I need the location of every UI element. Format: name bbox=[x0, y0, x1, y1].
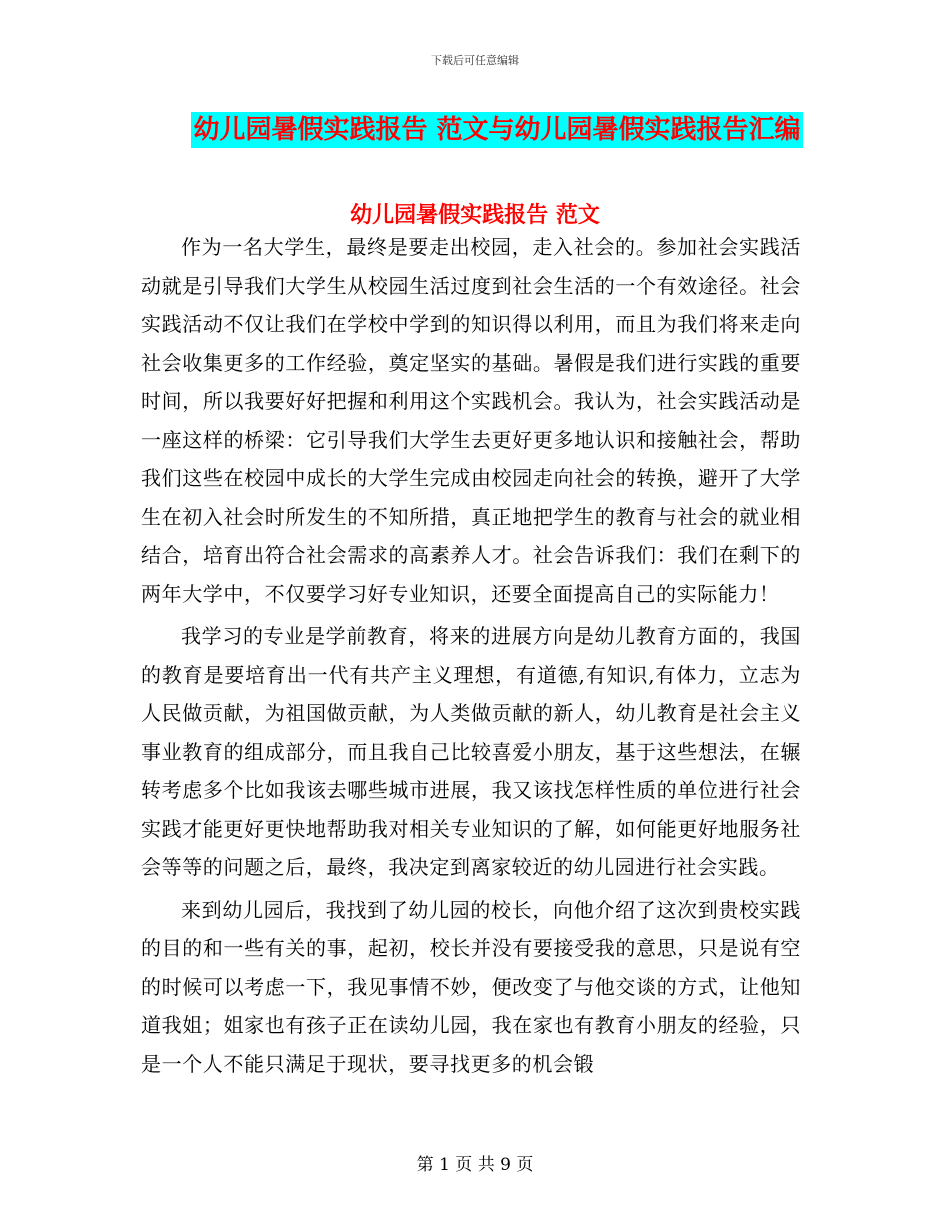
section-title: 幼儿园暑假实践报告 范文 bbox=[350, 202, 600, 228]
paragraph: 来到幼儿园后，我找到了幼儿园的校长，向他介绍了这次到贵校实践的目的和一些有关的事，起初，校长并没有要接受我的意思，只是说有空的时候可以考虑一下，我见事情不妙，便改变了与他交谈的方式，让他知道我姐；姐家也有孩子正在读幼儿园，我在家也有教育小朋友的经验，只是一个人不能只满足于现状，要寻找更多的机会锻 bbox=[141, 897, 801, 1076]
paragraph: 作为一名大学生，最终是要走出校园，走入社会的。参加社会实践活动就是引导我们大学生从校园生活过度到社会生活的一个有效途径。社会实践活动不仅让我们在学校中学到的知识得以利用，而且为我们将来走向社会收集更多的工作经验，奠定坚实的基础。暑假是我们进行实践的重要时间，所以我要好好把握和利用这个实践机会。我认为，社会实践活动是一座这样的桥梁：它引导我们大学生去更好更多地认识和接触社会，帮助我们这些在校园中成长的大学生完成由校园走向社会的转换，避开了大学生在初入社会时所发生的不知所措，真正地把学生的教育与社会的就业相结合，培育出符合社会需求的高素养人才。社会告诉我们：我们在剩下的两年大学中，不仅要学习好专业知识，还要全面提高自己的实际能力！ bbox=[141, 235, 801, 606]
main-title: 幼儿园暑假实践报告 范文与幼儿园暑假实践报告汇编 bbox=[191, 112, 802, 148]
page-footer: 第 1 页 共 9 页 bbox=[416, 1155, 534, 1175]
paragraph: 我学习的专业是学前教育，将来的进展方向是幼儿教育方面的，我国的教育是要培育出一代有共产主义理想，有道德,有知识,有体力，立志为人民做贡献，为祖国做贡献，为人类做贡献的新人，幼儿教育是社会主义事业教育的组成部分，而且我自己比较喜爱小朋友，基于这些想法，在辗转考虑多个比如我该去哪些城市进展，我又该找怎样性质的单位进行社会实践才能更好更快地帮助我对相关专业知识的了解，如何能更好地服务社会等等的问题之后，最终，我决定到离家较近的幼儿园进行社会实践。 bbox=[141, 624, 801, 879]
main-title-container bbox=[0, 112, 950, 148]
body-text bbox=[141, 228, 801, 1087]
page-header-note: 下载后可任意编辑 bbox=[431, 54, 519, 67]
